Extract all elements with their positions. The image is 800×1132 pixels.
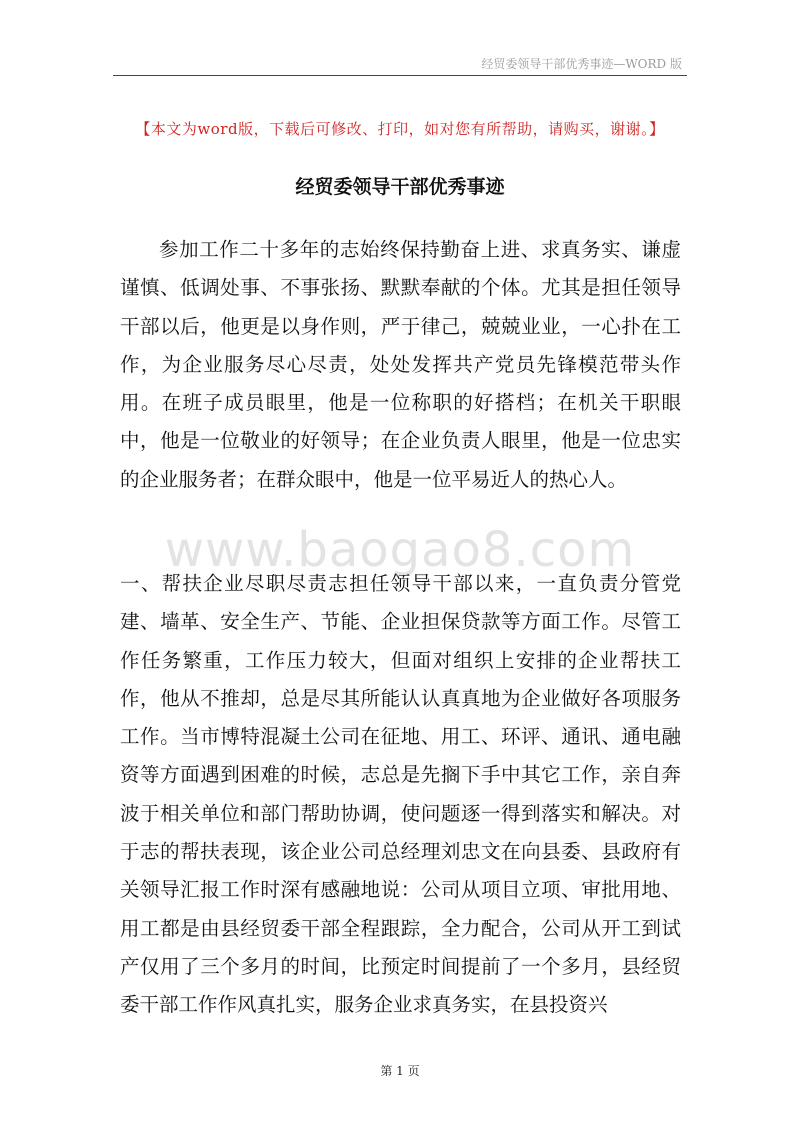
page-number: 第 1 页 bbox=[380, 1064, 420, 1078]
body-paragraph-2: 一、帮扶企业尽职尽责志担任领导干部以来，一直负责分管党建、墙革、安全生产、节能、企业担保贷款等方面工作。尽管工作任务繁重，工作压力较大，但面对组织上安排的企业帮扶工作，他从不推却，总是尽其所能认认真真地为企业做好各项服务工作。当市博特混凝土公司在征地、用工、环评、通讯、通电融资等方面遇到困难的时候，志总是先搁下手中其它工作，亲自奔波于相关单位和部门帮助协调，使问题逐一得到落实和解决。对于志的帮扶表现，该企业公司总经理刘忠文在向县委、县政府有关领导汇报工作时深有感融地说：公司从项目立项、审批用地、用工都是由县经贸委干部全程跟踪，全力配合，公司从开工到试产仅用了三个多月的时间，比预定时间提前了一个多月，县经贸委干部工作作风真扎实，服务企业求真务实，在县投资兴 bbox=[120, 572, 681, 1017]
purchase-notice: 【本文为word版，下载后可修改、打印，如对您有所帮助，请购买，谢谢。】 bbox=[135, 120, 665, 138]
body-paragraph-1: 参加工作二十多年的志始终保持勤奋上进、求真务实、谦虚谨慎、低调处事、不事张扬、默默奉献的个体。尤其是担任领导干部以后，他更是以身作则，严于律己，兢兢业业，一心扑在工作，为企业服务尽心尽责，处处发挥共产党员先锋模范带头作用。在班子成员眼里，他是一位称职的好搭档；在机关干职眼中，他是一位敬业的好领导；在企业负责人眼里，他是一位忠实的企业服务者；在群众眼中，他是一位平易近人的热心人。 bbox=[120, 238, 681, 491]
watermark-text: www.baogao8.com bbox=[164, 522, 636, 578]
header-divider bbox=[113, 75, 687, 76]
running-header-title: 经贸委领导干部优秀事迹—WORD 版 bbox=[481, 57, 682, 71]
document-title: 经贸委领导干部优秀事迹 bbox=[295, 176, 505, 198]
